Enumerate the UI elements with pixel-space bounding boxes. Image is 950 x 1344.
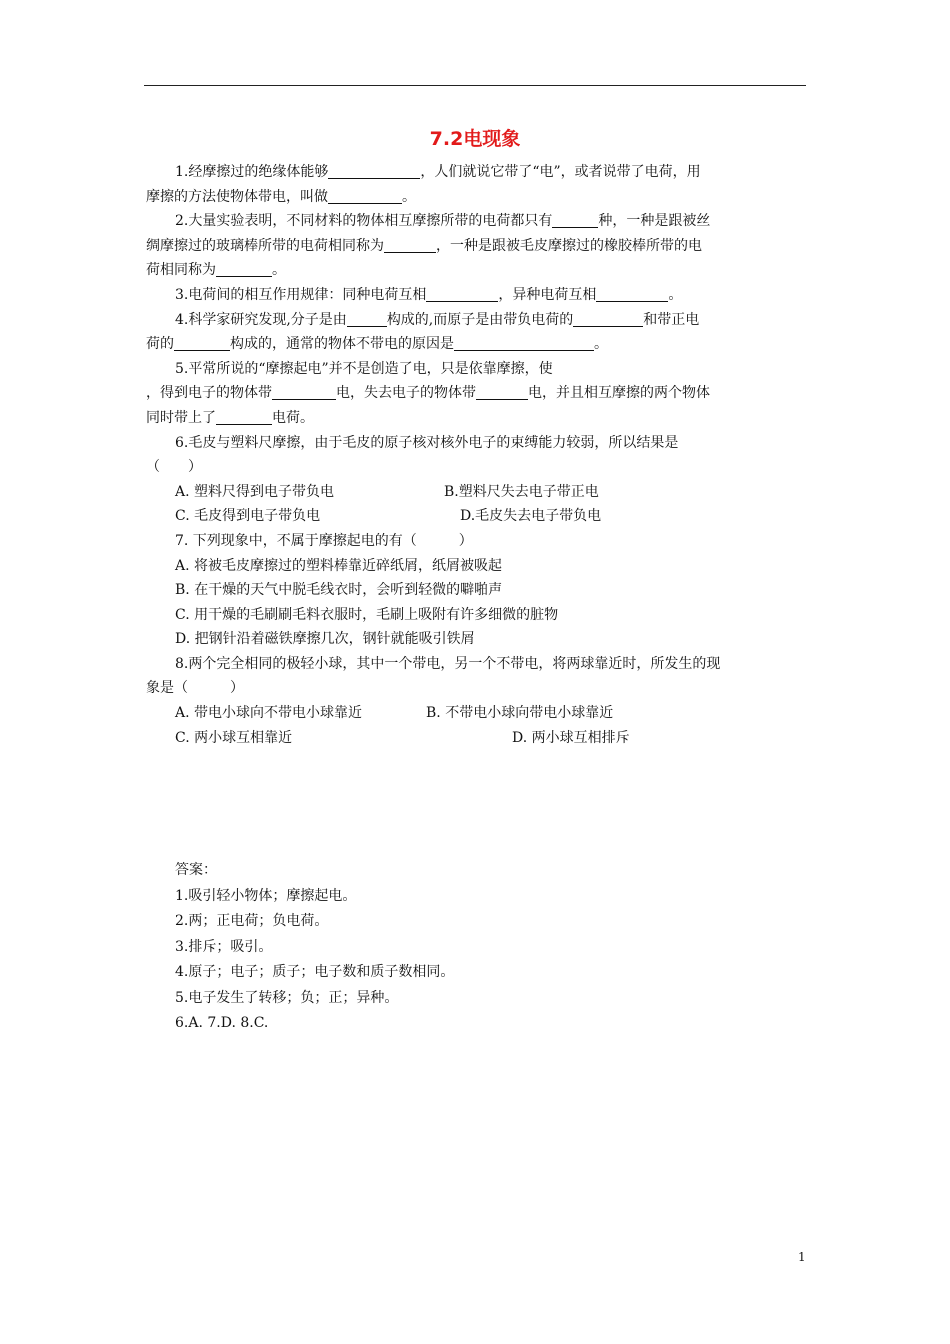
question-list — [146, 160, 810, 750]
option-d[interactable]: D.毛皮失去电子带负电 — [460, 508, 602, 525]
option-a[interactable]: A. 将被毛皮摩擦过的塑料棒靠近碎纸屑，纸屑被吸起 — [175, 557, 503, 574]
option-d[interactable]: D. 两小球互相排斥 — [512, 729, 630, 746]
q6-paren: （ ） — [146, 459, 202, 476]
answer-blank[interactable] — [328, 187, 402, 204]
answer-blank[interactable] — [216, 260, 272, 277]
answer-item: 1.吸引轻小物体；摩擦起电。 — [175, 887, 357, 904]
answer-blank[interactable] — [328, 162, 420, 179]
answer-blank[interactable] — [174, 334, 230, 351]
answer-blank[interactable] — [476, 383, 528, 400]
answer-item: 2.两；正电荷；负电荷。 — [175, 913, 329, 929]
q6-stem: 6.毛皮与塑料尺摩擦，由于毛皮的原子核对核外电子的束缚能力较弱，所以结果是 — [175, 434, 679, 451]
q6-options-cd — [146, 504, 810, 529]
q8-options-ab — [146, 701, 810, 726]
option-c[interactable]: C. 用干燥的毛刷刷毛料衣服时，毛刷上吸附有许多细微的脏物 — [175, 606, 559, 623]
option-b[interactable]: B. 不带电小球向带电小球靠近 — [426, 705, 614, 722]
answer-blank[interactable] — [552, 211, 598, 228]
answer-blank[interactable] — [384, 236, 436, 253]
option-a[interactable]: A. 塑料尺得到电子带负电 — [175, 483, 335, 500]
q3-line1: 3.电荷间的相互作用规律：同种电荷互相 ，异种电荷互相 。 — [175, 286, 683, 303]
q1-line2: 摩擦的方法使物体带电，叫做 。 — [146, 188, 416, 205]
answer-blank[interactable] — [573, 310, 643, 327]
q1-line1: 1.经摩擦过的绝缘体能够 ，人们就说它带了“电”，或者说带了电荷，用 — [175, 164, 701, 180]
answer-blank[interactable] — [426, 285, 498, 302]
option-c[interactable]: C. 两小球互相靠近 — [175, 729, 293, 746]
page-number: 1 — [798, 1250, 806, 1264]
q5-line1: 5.平常所说的“摩擦起电”并不是创造了电，只是依靠摩擦，使 — [175, 360, 553, 377]
option-a[interactable]: A. 带电小球向不带电小球靠近 — [175, 705, 363, 722]
answer-key — [175, 858, 454, 1037]
q2-line2: 绸摩擦过的玻璃棒所带的电荷相同称为 ，一种是跟被毛皮摩擦过的橡胶棒所带的电 — [146, 237, 702, 254]
q5-line3: 同时带上了 电荷。 — [146, 409, 314, 426]
q8-stem-cont: 象是（ ） — [146, 680, 244, 697]
q8-options-cd — [146, 726, 810, 751]
header-rule — [144, 85, 806, 86]
answer-item: 3.排斥；吸引。 — [175, 938, 273, 955]
answer-heading: 答案： — [175, 862, 217, 878]
answer-blank[interactable] — [454, 334, 594, 351]
option-b[interactable]: B. 在干燥的天气中脱毛线衣时，会听到轻微的噼啪声 — [175, 582, 503, 599]
answer-item: 4.原子；电子；质子；电子数和质子数相同。 — [175, 964, 455, 980]
option-b[interactable]: B.塑料尺失去电子带正电 — [444, 483, 599, 500]
answer-blank[interactable] — [216, 408, 272, 425]
answer-blank[interactable] — [347, 310, 387, 327]
option-c[interactable]: C. 毛皮得到电子带负电 — [175, 508, 321, 525]
option-d[interactable]: D. 把钢针沿着磁铁摩擦几次，钢针就能吸引铁屑 — [175, 631, 475, 648]
q6-options-ab — [146, 480, 810, 505]
answer-blank[interactable] — [596, 285, 668, 302]
q7-stem: 7. 下列现象中，不属于摩擦起电的有（ ） — [175, 532, 473, 549]
q4-line1: 4.科学家研究发现,分子是由 构成的,而原子是由带负电荷的 和带正电 — [175, 311, 700, 328]
answer-item: 5.电子发生了转移；负；正；异种。 — [175, 989, 399, 1006]
page-title: 7.2电现象 — [429, 128, 521, 150]
answer-blank[interactable] — [272, 383, 336, 400]
q2-line3: 荷相同称为 。 — [146, 262, 286, 279]
q4-line2: 荷的 构成的，通常的物体不带电的原因是 。 — [146, 336, 608, 353]
answer-item: 6.A. 7.D. 8.C. — [175, 1015, 269, 1031]
q2-line1: 2.大量实验表明，不同材料的物体相互摩擦所带的电荷都只有 种，一种是跟被丝 — [175, 213, 711, 230]
q5-line2: ，得到电子的物体带 电，失去电子的物体带 电，并且相互摩擦的两个物体 — [146, 385, 710, 402]
q8-stem: 8.两个完全相同的极轻小球，其中一个带电，另一个不带电，将两球靠近时，所发生的现 — [175, 655, 721, 672]
